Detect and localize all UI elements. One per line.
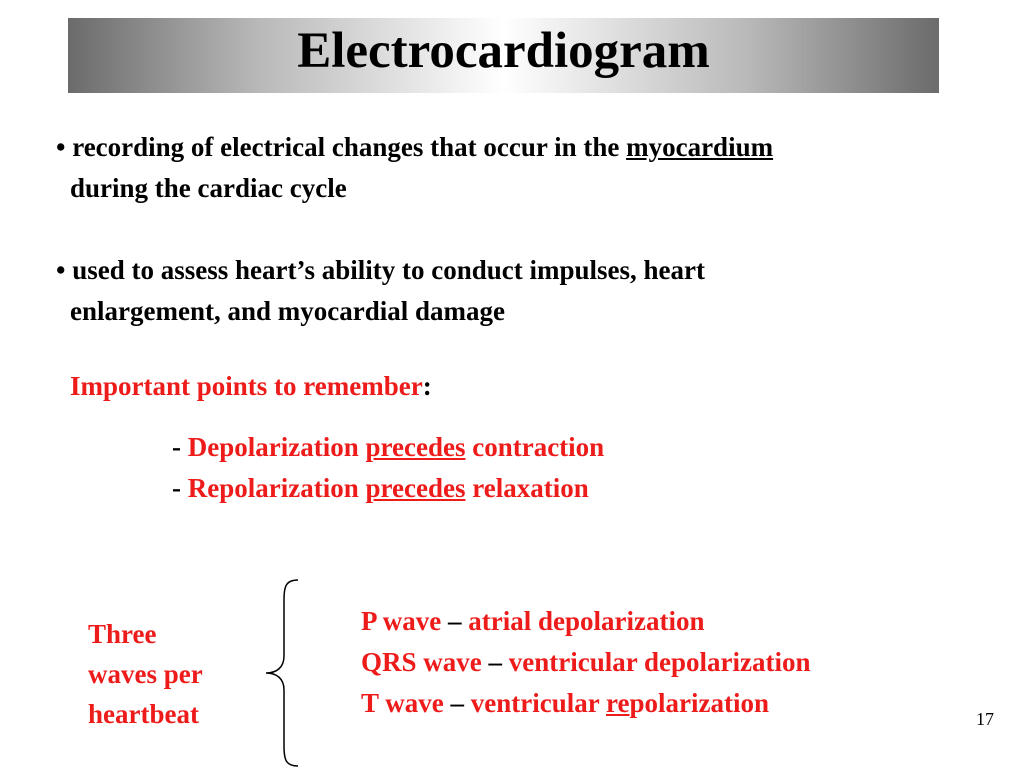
three-waves-line: Three bbox=[88, 619, 157, 649]
bullet-line bbox=[56, 127, 773, 168]
bullet-recording bbox=[56, 127, 773, 209]
wave-qrs bbox=[361, 642, 810, 683]
point-dash: - bbox=[172, 432, 188, 462]
bullet-line-continued: during the cardiac cycle bbox=[70, 173, 347, 203]
wave-dash: – bbox=[443, 688, 471, 718]
title-bar bbox=[68, 18, 939, 93]
bullet-line bbox=[56, 250, 705, 291]
point-dash: - bbox=[172, 473, 188, 503]
bullet-text: used to assess heart’s ability to conduct impulses, heart bbox=[65, 255, 705, 285]
wave-desc: ventricular depolarization bbox=[508, 647, 811, 677]
bullet-line-continued: enlargement, and myocardial damage bbox=[70, 296, 505, 326]
bullet-assess bbox=[56, 250, 705, 332]
point-underlined: precedes bbox=[365, 432, 466, 462]
wave-desc-after: polarization bbox=[629, 688, 769, 718]
term-myocardium: myocardium bbox=[626, 132, 774, 162]
point-repolarization bbox=[172, 468, 589, 508]
wave-desc: atrial depolarization bbox=[468, 606, 705, 636]
bullet-marker: • bbox=[56, 132, 66, 162]
wave-t bbox=[361, 683, 810, 724]
point-depolarization bbox=[172, 427, 604, 467]
bullet-text: recording of electrical changes that occur in the bbox=[65, 132, 627, 162]
important-label: Important points to remember bbox=[70, 371, 423, 401]
point-text-after: relaxation bbox=[465, 473, 589, 503]
three-waves-line: heartbeat bbox=[88, 699, 199, 729]
wave-dash: – bbox=[481, 647, 509, 677]
point-underlined: precedes bbox=[365, 473, 466, 503]
point-text: Depolarization bbox=[187, 432, 366, 462]
curly-brace-icon bbox=[264, 578, 304, 768]
wave-desc: ventricular bbox=[470, 688, 606, 718]
important-colon: : bbox=[422, 371, 432, 401]
wave-name: P wave bbox=[361, 606, 442, 636]
three-waves-label bbox=[88, 614, 203, 734]
bullet-marker: • bbox=[56, 255, 66, 285]
slide-number: 17 bbox=[976, 709, 994, 729]
point-text-after: contraction bbox=[465, 432, 605, 462]
wave-dash: – bbox=[441, 606, 469, 636]
wave-desc-underlined: re bbox=[606, 688, 630, 718]
three-waves-line: waves per bbox=[88, 659, 203, 689]
point-text: Repolarization bbox=[187, 473, 366, 503]
wave-name: QRS wave bbox=[361, 647, 482, 677]
important-heading bbox=[70, 366, 432, 406]
slide-title: Electrocardiogram bbox=[297, 23, 710, 79]
wave-list bbox=[361, 601, 810, 724]
wave-name: T wave bbox=[361, 688, 444, 718]
wave-p bbox=[361, 601, 810, 642]
